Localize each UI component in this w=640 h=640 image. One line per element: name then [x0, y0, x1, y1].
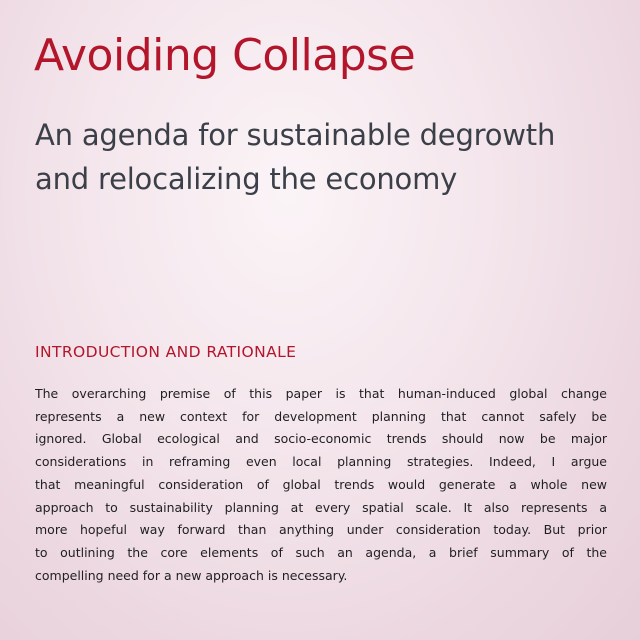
subtitle-line: An agenda for sustainable degrowth [35, 118, 556, 152]
body-line: compelling need for a new approach is necessary. [35, 567, 348, 583]
section-heading: INTRODUCTION AND RATIONALE [35, 343, 297, 361]
body-paragraph [35, 383, 607, 587]
body-line: The overarching premise of this paper is that human-induced global change [35, 386, 607, 401]
subtitle-line: and relocalizing the economy [35, 162, 458, 196]
body-line: that meaningful consideration of global trends would generate a whole new [35, 476, 607, 492]
body-line: approach to sustainability planning at every spatial scale. It also represents a [35, 499, 607, 515]
body-line: ignored. Global ecological and socio-economic trends should now be major [35, 431, 607, 447]
body-line: more hopeful way forward than anything under consideration today. But prior [35, 522, 607, 538]
document-title: Avoiding Collapse [34, 30, 416, 81]
body-line: to outlining the core elements of such an agenda, a brief summary of the [35, 544, 607, 560]
body-line: considerations in reframing even local planning strategies. Indeed, I argue [35, 454, 607, 470]
body-line: represents a new context for development planning that cannot safely be [35, 408, 607, 424]
document-subtitle [35, 113, 635, 201]
